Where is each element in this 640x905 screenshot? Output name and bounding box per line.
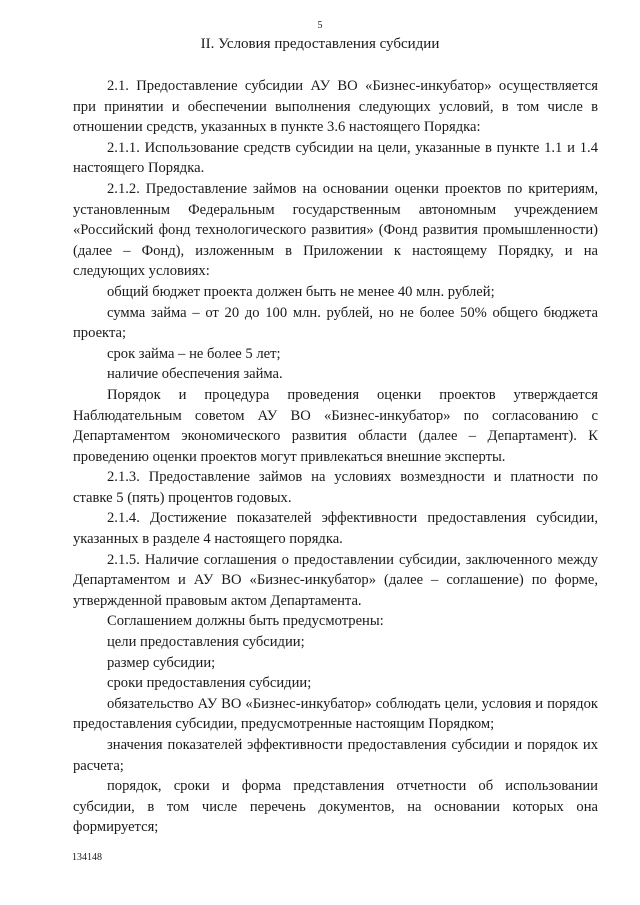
paragraph: общий бюджет проекта должен быть не менее 40 млн. рублей; (107, 283, 495, 300)
paragraph: 2.1.1. Использование средств субсидии на цели, указанные в пункте 1.1 и 1.4 настоящего Порядка. (73, 139, 598, 177)
paragraph: Соглашением должны быть предусмотрены: (107, 613, 384, 630)
document-id: 134148 (72, 852, 102, 863)
paragraph: размер субсидии; (107, 654, 216, 671)
document-body (73, 76, 598, 838)
page-number: 5 (317, 20, 323, 31)
paragraph: Порядок и процедура проведения оценки проектов утверждается Наблюдательным советом АУ ВО «Бизнес-инкубатор» по согласованию с Департаментом экономического развития области (далее – Департамент). К проведению оценки проектов могут привлекаться внешние эксперты. (73, 386, 598, 465)
paragraph: наличие обеспечения займа. (107, 366, 283, 383)
paragraph: 2.1.3. Предоставление займов на условиях возмездности и платности по ставке 5 (пять) процентов годовых. (73, 469, 598, 506)
paragraph: 2.1.5. Наличие соглашения о предоставлении субсидии, заключенного между Департаментом и АУ ВО «Бизнес-инкубатор» (далее – соглашение) по форме, утвержденной правовым актом Департамента. (73, 551, 598, 609)
section-title: II. Условия предоставления субсидии (200, 36, 440, 52)
paragraph: обязательство АУ ВО «Бизнес-инкубатор» соблюдать цели, условия и порядок предоставления субсидии, предусмотренные настоящим Порядком; (73, 695, 598, 733)
paragraph: сроки предоставления субсидии; (107, 675, 312, 692)
paragraph: срок займа – не более 5 лет; (107, 345, 281, 362)
paragraph: порядок, сроки и форма представления отчетности об использовании субсидии, в том числе перечень документов, на основании которых она формируется; (73, 778, 598, 836)
paragraph: 2.1. Предоставление субсидии АУ ВО «Бизнес-инкубатор» осуществляется при принятии и обеспечении выполнения следующих условий, в том числе в отношении средств, указанных в пункте 3.6 настоящего Порядка: (73, 78, 598, 136)
paragraph: значения показателей эффективности предоставления субсидии и порядок их расчета; (73, 737, 598, 774)
paragraph: цели предоставления субсидии; (107, 634, 305, 651)
paragraph: сумма займа – от 20 до 100 млн. рублей, но не более 50% общего бюджета проекта; (73, 304, 598, 342)
paragraph: 2.1.4. Достижение показателей эффективности предоставления субсидии, указанных в разделе 4 настоящего порядка. (73, 510, 598, 548)
paragraph: 2.1.2. Предоставление займов на основании оценки проектов по критериям, установленным Федеральным государственным автономным учреждением «Российский фонд технологического развития» (Фонд развития промышленности) (далее – Фонд), изложенным в Приложении к настоящему Порядку, и на следующих условиях: (73, 180, 598, 280)
